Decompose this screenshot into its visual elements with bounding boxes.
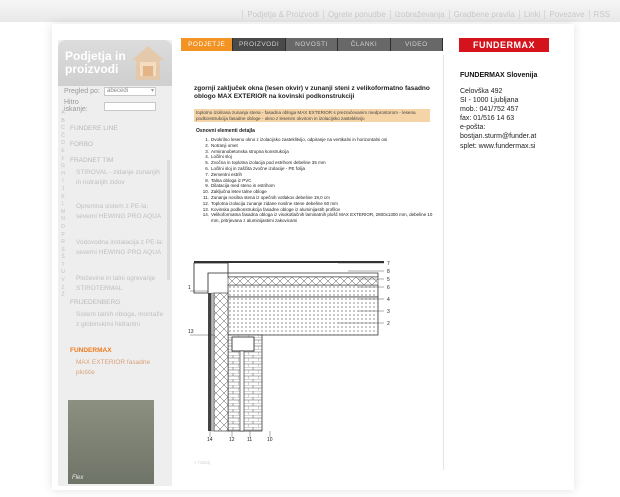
construction-detail-drawing bbox=[188, 253, 400, 441]
main-content bbox=[180, 55, 444, 470]
contact-line: Celovška 492 bbox=[460, 88, 503, 95]
callout-right: 4 bbox=[387, 297, 390, 303]
tree-item[interactable]: FRADNET TIM bbox=[70, 157, 114, 164]
search-input[interactable] bbox=[104, 102, 156, 111]
element-number: 13. bbox=[202, 206, 209, 212]
contact-block bbox=[460, 87, 570, 151]
tab-novosti[interactable]: NOVOSTI bbox=[286, 38, 338, 51]
topnav-item[interactable]: Povezave bbox=[544, 10, 588, 19]
tree-subitem[interactable]: Vodovodna instalacija z PE-la: severni HEWING PRO AQUA bbox=[76, 239, 164, 256]
top-bar bbox=[0, 0, 620, 22]
element-number: 14. bbox=[202, 212, 209, 218]
alphabet-letter[interactable]: B bbox=[61, 117, 65, 124]
facade-panel bbox=[208, 293, 211, 431]
wall-insulation bbox=[214, 293, 228, 431]
tree-subitem[interactable]: Opremna sistem z PE-la: severni HEWING PRO AQUA bbox=[76, 203, 162, 220]
element-text: Zvočna in toplotna izolacija pod estrihom debeline 35 mm bbox=[211, 160, 326, 166]
callout-bottom: 10 bbox=[267, 437, 273, 441]
top-navigation bbox=[242, 10, 614, 19]
element-number: 6. bbox=[205, 165, 209, 171]
sidebar-header bbox=[58, 40, 172, 86]
search-label: Hitro iskanje: bbox=[64, 99, 88, 113]
element-number: 9. bbox=[205, 183, 209, 189]
element-text: Zaključna letev talne obloge bbox=[211, 189, 267, 195]
callout-bottom: 12 bbox=[229, 437, 235, 441]
alphabet-letter[interactable]: Z bbox=[61, 284, 65, 291]
alphabet-letter[interactable]: C bbox=[61, 125, 65, 132]
detail-title: zgornji zaključek okna (lesen okvir) v zunanji steni z velikoformatno fasadno oblogo MAX EXTERIOR na kovinski podkonstrukciji bbox=[194, 85, 430, 100]
element-text: Zementni estrih bbox=[211, 171, 243, 177]
element-text: Kovinska podkonstrukcija fasadne obloge iz aluminijastih profilov bbox=[211, 206, 341, 212]
topnav-item[interactable]: Gradbene pravila bbox=[449, 10, 519, 19]
contact-line: SI - 1000 Ljubljana bbox=[460, 97, 519, 105]
alphabet-letter[interactable]: O bbox=[61, 223, 65, 230]
contact-website[interactable]: splet: www.fundermax.si bbox=[460, 142, 536, 150]
element-number: 3. bbox=[205, 148, 209, 154]
sidebar-title-line: proizvodi bbox=[65, 62, 119, 76]
filter-label: Pregled po: bbox=[64, 88, 100, 95]
alphabet-letter[interactable]: R bbox=[61, 239, 65, 246]
alphabet-letter[interactable]: I bbox=[62, 178, 64, 185]
element-number: 1. bbox=[205, 137, 209, 142]
callout-right: 2 bbox=[387, 321, 390, 327]
alphabet-letter[interactable]: Ž bbox=[61, 292, 65, 299]
callout-left: 13 bbox=[188, 329, 194, 335]
company-name: FUNDERMAX Slovenija bbox=[460, 72, 538, 79]
element-number: 4. bbox=[205, 154, 209, 160]
element-text: Ločilni sloj bbox=[211, 154, 232, 160]
search-row bbox=[64, 99, 156, 113]
alphabet-letter[interactable]: Č bbox=[61, 132, 65, 139]
alphabet-letter[interactable]: T bbox=[61, 261, 65, 268]
callout-right: 8 bbox=[387, 269, 390, 275]
tree-subitem-active[interactable]: MAX EXTERIOR fasadne plošče bbox=[76, 359, 151, 376]
element-number: 12. bbox=[202, 200, 209, 206]
element-number: 7. bbox=[205, 171, 209, 177]
alphabet-letter[interactable]: M bbox=[60, 208, 66, 215]
alphabet-letter[interactable]: H bbox=[61, 170, 65, 177]
element-text: Ločilni sloj in zaščita zvočne izolacije - PE folija bbox=[211, 165, 306, 171]
slab-layer bbox=[228, 285, 378, 297]
alphabet-letter[interactable]: D bbox=[61, 140, 65, 147]
callout-right: 7 bbox=[387, 261, 390, 267]
floor-layer bbox=[228, 273, 378, 277]
topnav-item[interactable]: Podjetja & Proizvodi bbox=[242, 10, 323, 19]
element-number: 8. bbox=[205, 177, 209, 183]
element-text: Notranji omet bbox=[211, 142, 238, 148]
alphabet-index bbox=[60, 110, 66, 300]
callout-right: 5 bbox=[387, 277, 390, 283]
house-icon bbox=[130, 44, 166, 82]
contact-email[interactable]: bostjan.sturm@funder.at bbox=[460, 133, 537, 141]
sidebar-title-line: Podjetja in bbox=[65, 49, 126, 63]
element-text: Dvokrilno leseno okno z izolacijsko zasteklitvijo, odpiranje na vertikalni in horizontalni osi bbox=[211, 137, 388, 142]
callout-left: 1 bbox=[188, 285, 191, 291]
alphabet-letter[interactable]: A bbox=[61, 110, 65, 116]
element-text: Dilatacija med steno in estrihom bbox=[211, 183, 275, 189]
sidebar-scrollbar[interactable] bbox=[167, 160, 170, 280]
contact-line: e-pošta: bbox=[460, 124, 486, 132]
element-number: 10. bbox=[202, 189, 209, 195]
tab-proizvodi[interactable]: PROIZVODI bbox=[233, 38, 285, 51]
alphabet-letter[interactable]: L bbox=[61, 201, 65, 208]
tree-subitem[interactable]: Pločevine in talni ogrevanje STIROTERMAL bbox=[76, 275, 156, 292]
callout-right: 6 bbox=[387, 285, 390, 291]
element-text: Zunanja nosilna stena iz opečnih votlakov debeline 19,0 cm bbox=[211, 194, 330, 200]
window-glass bbox=[240, 351, 244, 431]
substructure-profile bbox=[211, 293, 214, 431]
element-number: 5. bbox=[205, 160, 209, 166]
filter-select[interactable] bbox=[104, 87, 156, 96]
tree-item[interactable]: FORBO bbox=[70, 141, 94, 148]
tree-subitem[interactable]: STIROVAL - zidanje zunanjih in notranjih zidov bbox=[76, 169, 160, 186]
promo-thumbnail[interactable] bbox=[68, 400, 154, 484]
element-number: 11. bbox=[203, 194, 209, 200]
thumbnail-label: Flex bbox=[72, 475, 84, 481]
alphabet-letter[interactable]: G bbox=[61, 163, 65, 170]
tab-podjetje[interactable]: PODJETJE bbox=[181, 38, 233, 51]
callout-bottom: 14 bbox=[207, 437, 213, 441]
sidebar-title bbox=[65, 50, 135, 76]
alphabet-letter[interactable]: Š bbox=[61, 254, 65, 261]
contact-line: fax: 01/516 14 63 bbox=[460, 115, 515, 123]
fundermax-logo[interactable]: FUNDERMAX bbox=[459, 38, 549, 52]
filter-row bbox=[64, 87, 156, 96]
alphabet-letter[interactable]: P bbox=[61, 231, 65, 238]
section-title: Osnovni elementi detajla bbox=[196, 128, 255, 134]
alphabet-letter[interactable]: J bbox=[61, 185, 65, 192]
coping-sheet bbox=[194, 261, 384, 263]
element-list bbox=[202, 137, 434, 224]
parapet-edge bbox=[194, 263, 228, 293]
contact-line: mob.: 041/752 457 bbox=[460, 106, 519, 114]
topnav-item[interactable]: Ogrete ponudbe bbox=[323, 10, 390, 19]
back-link[interactable]: « nazaj bbox=[194, 460, 211, 466]
sidebar bbox=[58, 40, 172, 486]
tree-item[interactable]: FUNDERE LINE bbox=[70, 125, 118, 132]
tree-item[interactable]: FRIJEDENBERG bbox=[70, 299, 121, 306]
alphabet-letter[interactable]: K bbox=[61, 193, 65, 200]
alphabet-letter[interactable]: N bbox=[61, 216, 65, 223]
topnav-item[interactable]: Linki bbox=[519, 10, 544, 19]
window-frame bbox=[232, 337, 254, 351]
element-text: Talna obloga iz PVC bbox=[211, 177, 252, 183]
filter-select-value: abecedi bbox=[107, 88, 129, 94]
ceiling-slab bbox=[228, 297, 378, 335]
alphabet-letter[interactable]: V bbox=[61, 277, 65, 284]
tree-item-active[interactable]: FUNDERMAX bbox=[70, 347, 112, 354]
element-text: Toplotna izolacija zunanje zidane nosilne stene debeline 60 mm bbox=[211, 200, 338, 206]
detail-description: toplotno izolirana zunanja stena - fasadna obloga MAX EXTERIOR s prezračevanim medprostorom - lesena podkonstrukcija fasadne obloge - okno z lesenim okvirom in izolacijsko zasteklitvijo bbox=[194, 109, 430, 122]
callout-bottom: 11 bbox=[247, 437, 253, 441]
tree-subitem[interactable]: Sistem talnih obloga, montaže z globinskimi hidrantni bbox=[76, 311, 164, 328]
tab-clanki[interactable]: ČLANKI bbox=[338, 38, 390, 51]
alphabet-letter[interactable]: U bbox=[61, 269, 65, 276]
element-text: Velikoformatna fasadna obloga iz visokotlačnih laminatnih plošč MAX EXTERIOR, 2800x1300 mm, debeline 10 mm, pritrjevana z aluminijastimi zakovicami bbox=[211, 212, 433, 224]
alphabet-letter[interactable]: S bbox=[61, 246, 65, 253]
section-tabs bbox=[181, 38, 443, 51]
topnav-item[interactable]: Izobraževanja bbox=[390, 10, 449, 19]
chevron-down-icon: ▾ bbox=[150, 88, 154, 94]
element-number: 2. bbox=[205, 142, 209, 148]
topnav-item[interactable]: RSS bbox=[589, 10, 614, 19]
insulation-layer bbox=[228, 277, 378, 285]
element-list-item bbox=[202, 212, 434, 224]
tab-video[interactable]: VIDEO bbox=[391, 38, 443, 51]
element-text: Armiranobetonska stropna konstrukcija bbox=[211, 148, 289, 154]
callout-right: 3 bbox=[387, 309, 390, 315]
alphabet-letter[interactable]: F bbox=[61, 155, 65, 162]
alphabet-letter[interactable]: E bbox=[61, 147, 65, 154]
